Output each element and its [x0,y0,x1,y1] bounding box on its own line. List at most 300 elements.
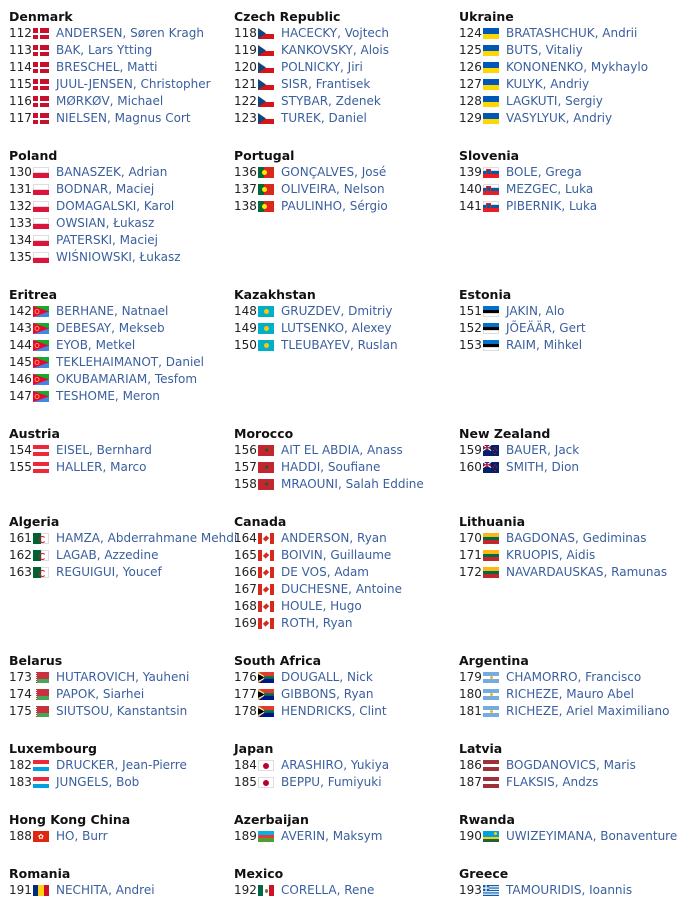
rider-row [234,459,456,476]
flag-dk-icon [33,113,49,124]
rider-name-link[interactable]: DEBESAY, Mekseb [56,321,165,335]
bib-number: 141 [459,199,482,213]
rider-row [459,669,681,686]
bib-number: 164 [234,531,257,545]
flag-kz-icon [258,306,274,317]
bib-number: 152 [459,321,482,335]
team-block-cz [234,8,456,127]
rider-row [9,774,231,791]
bib-number: 138 [234,199,257,213]
rider-row [9,354,231,371]
rider-row [459,757,681,774]
flag-ca-icon [258,601,274,612]
team-country-name: Lithuania [459,514,526,529]
rider-row [234,110,456,127]
rider-name-link[interactable]: DUCHESNE, Antoine [281,582,402,596]
bib-number: 166 [234,565,257,579]
rider-row [9,442,231,459]
rider-row [459,703,681,720]
bib-number: 153 [459,338,482,352]
rider-row [459,337,681,354]
bib-number: 162 [9,548,32,562]
flag-ca-icon [258,550,274,561]
rider-name-link[interactable]: RAIM, Mihkel [506,338,583,352]
rider-row [9,303,231,320]
rider-row [9,93,231,110]
team-block-hk [9,811,231,845]
flag-ro-icon [33,885,49,896]
bib-number: 137 [234,182,257,196]
flag-lv-icon [483,777,499,788]
rider-name-link[interactable]: KONONENKO, Mykhaylo [506,60,649,74]
rider-name-link[interactable]: PAPOK, Siarhei [56,687,145,701]
rider-row [459,828,681,845]
rider-name-link[interactable]: BAGDONAS, Gediminas [506,531,647,545]
rider-name-link[interactable]: TAMOURIDIS, Ioannis [506,883,633,897]
rider-row [234,581,456,598]
rider-name-link[interactable]: KANKOVSKY, Alois [281,43,389,57]
rider-row [234,337,456,354]
team-block-ma [234,425,456,493]
rider-row [9,547,231,564]
flag-cz-icon [258,62,274,73]
bib-number: 191 [9,883,32,897]
flag-dk-icon [33,79,49,90]
rider-name-link[interactable]: BODNAR, Maciej [56,182,155,196]
rider-row [9,530,238,547]
rider-name-link[interactable]: KRUOPIS, Aidis [506,548,596,562]
rider-row [459,882,681,899]
rider-name-link[interactable]: ARASHIRO, Yukiya [281,758,390,772]
flag-si-icon [483,167,499,178]
bib-number: 165 [234,548,257,562]
rider-name-link[interactable]: HACECKY, Vojtech [281,26,390,40]
flag-ar-icon [483,672,499,683]
team-country-name: Canada [234,514,287,529]
bib-number: 189 [234,829,257,843]
rider-row [459,303,681,320]
bib-number: 149 [234,321,257,335]
rider-row [234,181,456,198]
rider-name-link[interactable]: DE VOS, Adam [281,565,369,579]
rider-name-link[interactable]: LUTSENKO, Alexey [281,321,392,335]
bib-number: 118 [234,26,257,40]
team-country-name: Argentina [459,653,529,668]
flag-mx-icon [258,885,274,896]
rider-name-link[interactable]: HENDRICKS, Clint [281,704,387,718]
rider-name-link[interactable]: CORELLA, Rene [281,883,375,897]
rider-row [234,669,456,686]
rider-row [234,303,456,320]
team-country-name: Slovenia [459,148,520,163]
rider-row [9,828,231,845]
flag-er-icon [33,340,49,351]
team-country-name: Eritrea [9,287,58,302]
rider-name-link[interactable]: HOULE, Hugo [281,599,362,613]
bib-number: 174 [9,687,32,701]
team-block-za [234,652,456,720]
flag-cz-icon [258,96,274,107]
flag-ca-icon [258,584,274,595]
rider-row [9,110,231,127]
flag-ca-icon [258,618,274,629]
flag-cz-icon [258,113,274,124]
rider-row [9,757,231,774]
flag-dk-icon [33,28,49,39]
rider-name-link[interactable]: JUNGELS, Bob [56,775,140,789]
bib-number: 142 [9,304,32,318]
rider-row [9,669,231,686]
team-country-name: Greece [459,866,509,881]
bib-number: 122 [234,94,257,108]
rider-name-link[interactable]: MØRKØV, Michael [56,94,164,108]
bib-number: 143 [9,321,32,335]
rider-name-link[interactable]: AVERIN, Maksym [281,829,383,843]
rider-row [234,320,456,337]
rider-row [459,774,681,791]
flag-rw-icon [483,831,499,842]
rider-row [9,232,231,249]
flag-ua-icon [483,79,499,90]
rider-name-link[interactable]: GIBBONS, Ryan [281,687,374,701]
rider-row [459,76,681,93]
rider-name-link[interactable]: STYBAR, Zdenek [281,94,381,108]
rider-row [459,42,681,59]
bib-number: 144 [9,338,32,352]
team-block-by [9,652,231,720]
rider-row [234,25,456,42]
rider-name-link[interactable]: GRUZDEV, Dmitriy [281,304,393,318]
rider-name-link[interactable]: JÕEÄÄR, Gert [506,321,586,335]
rider-name-link[interactable]: TEKLEHAIMANOT, Daniel [56,355,205,369]
team-country-name: Portugal [234,148,295,163]
rider-name-link[interactable]: BUTS, Vitaliy [506,43,583,57]
rider-name-link[interactable]: HO, Burr [56,829,108,843]
rider-name-link[interactable]: REGUIGUI, Youcef [56,565,162,579]
bib-number: 116 [9,94,32,108]
flag-si-icon [483,184,499,195]
team-country-name: Luxembourg [9,741,97,756]
rider-row [459,686,681,703]
rider-name-link[interactable]: OKUBAMARIAM, Tesfom [56,372,198,386]
bib-number: 125 [459,43,482,57]
team-block-dk [9,8,231,127]
rider-row [459,59,681,76]
rider-row [459,93,681,110]
flag-nz-icon [483,462,499,473]
flag-ee-icon [483,323,499,334]
rider-name-link[interactable]: BOIVIN, Guillaume [281,548,392,562]
rider-name-link[interactable]: BRATASHCHUK, Andrii [506,26,638,40]
rider-name-link[interactable]: OWSIAN, Łukasz [56,216,155,230]
bib-number: 150 [234,338,257,352]
rider-name-link[interactable]: DOUGALL, Nick [281,670,373,684]
rider-row [234,703,456,720]
bib-number: 146 [9,372,32,386]
team-block-ar [459,652,681,720]
flag-pt-icon [258,167,274,178]
rider-name-link[interactable]: SIUTSOU, Kanstantsin [56,704,188,718]
rider-name-link[interactable]: BOGDANOVICS, Maris [506,758,636,772]
bib-number: 129 [459,111,482,125]
bib-number: 188 [9,829,32,843]
team-country-name: Hong Kong China [9,812,131,827]
bib-number: 139 [459,165,482,179]
flag-ua-icon [483,62,499,73]
rider-row [459,110,681,127]
rider-name-link[interactable]: EISEL, Bernhard [56,443,152,457]
flag-er-icon [33,357,49,368]
bib-number: 168 [234,599,257,613]
rider-row [234,476,456,493]
bib-number: 136 [234,165,257,179]
rider-name-link[interactable]: BANASZEK, Adrian [56,165,168,179]
flag-by-icon [33,706,49,717]
rider-name-link[interactable]: WIŚNIOWSKI, Łukasz [56,250,181,264]
rider-name-link[interactable]: AIT EL ABDIA, Anass [281,443,403,457]
rider-row [9,164,231,181]
bib-number: 181 [459,704,482,718]
team-block-ee [459,286,681,354]
flag-by-icon [33,689,49,700]
team-country-name: Azerbaijan [234,812,309,827]
rider-name-link[interactable]: BAK, Lars Ytting [56,43,153,57]
team-country-name: New Zealand [459,426,551,441]
bib-number: 183 [9,775,32,789]
rider-name-link[interactable]: BAUER, Jack [506,443,580,457]
team-block-gr [459,865,681,899]
flag-si-icon [483,201,499,212]
flag-lt-icon [483,533,499,544]
rider-name-link[interactable]: HALLER, Marco [56,460,147,474]
bib-number: 158 [234,477,257,491]
flag-za-icon [258,706,274,717]
rider-name-link[interactable]: CHAMORRO, Francisco [506,670,642,684]
team-country-name: Kazakhstan [234,287,316,302]
bib-number: 135 [9,250,32,264]
rider-name-link[interactable]: SMITH, Dion [506,460,580,474]
bib-number: 161 [9,531,32,545]
team-block-ua [459,8,681,127]
rider-name-link[interactable]: KULYK, Andriy [506,77,590,91]
bib-number: 123 [234,111,257,125]
bib-number: 133 [9,216,32,230]
team-country-name: Latvia [459,741,503,756]
flag-jp-icon [258,760,274,771]
rider-row [459,320,681,337]
flag-dz-icon [33,550,49,561]
rider-name-link[interactable]: TLEUBAYEV, Ruslan [281,338,398,352]
bib-number: 113 [9,43,32,57]
rider-row [9,564,231,581]
rider-name-link[interactable]: ANDERSEN, Søren Kragh [56,26,204,40]
flag-er-icon [33,374,49,385]
flag-kz-icon [258,323,274,334]
rider-row [234,598,456,615]
bib-number: 179 [459,670,482,684]
flag-pl-icon [33,201,49,212]
bib-number: 159 [459,443,482,457]
rider-row [9,882,231,899]
rider-row [234,198,456,215]
rider-row [459,547,681,564]
flag-dk-icon [33,96,49,107]
team-block-rw [459,811,681,845]
team-block-mx [234,865,456,899]
rider-name-link[interactable]: BOLE, Grega [506,165,582,179]
rider-name-link[interactable]: RICHEZE, Ariel Maximiliano [506,704,670,718]
rider-name-link[interactable]: BRESCHEL, Matti [56,60,158,74]
flag-za-icon [258,689,274,700]
bib-number: 180 [459,687,482,701]
team-block-dz [9,513,238,581]
flag-dk-icon [33,45,49,56]
rider-name-link[interactable]: BERHANE, Natnael [56,304,169,318]
rider-row [234,164,456,181]
bib-number: 176 [234,670,257,684]
flag-cz-icon [258,28,274,39]
rider-name-link[interactable]: ROTH, Ryan [281,616,353,630]
team-country-name: Czech Republic [234,9,341,24]
bib-number: 140 [459,182,482,196]
rider-row [459,25,681,42]
rider-row [234,59,456,76]
team-block-si [459,147,681,215]
team-block-lu [9,740,231,791]
rider-name-link[interactable]: ANDERSON, Ryan [281,531,387,545]
bib-number: 190 [459,829,482,843]
bib-number: 178 [234,704,257,718]
bib-number: 121 [234,77,257,91]
rider-row [9,249,231,266]
rider-name-link[interactable]: NAVARDAUSKAS, Ramunas [506,565,668,579]
rider-row [459,564,681,581]
bib-number: 171 [459,548,482,562]
rider-name-link[interactable]: UWIZEYIMANA, Bonaventure [506,829,678,843]
rider-name-link[interactable]: GONÇALVES, José [281,165,387,179]
bib-number: 151 [459,304,482,318]
flag-ma-icon: ★ [258,445,274,456]
bib-number: 167 [234,582,257,596]
bib-number: 154 [9,443,32,457]
team-country-name: Denmark [9,9,73,24]
rider-name-link[interactable]: JUUL-JENSEN, Christopher [56,77,211,91]
rider-name-link[interactable]: LAGKUTI, Sergiy [506,94,603,108]
bib-number: 147 [9,389,32,403]
flag-cz-icon [258,45,274,56]
team-block-lt [459,513,681,581]
rider-name-link[interactable]: TESHOME, Meron [56,389,160,403]
rider-name-link[interactable]: OLIVEIRA, Nelson [281,182,385,196]
rider-row [234,882,456,899]
flag-nz-icon [483,445,499,456]
bib-number: 177 [234,687,257,701]
rider-name-link[interactable]: MRAOUNI, Salah Eddine [281,477,424,491]
team-country-name: Romania [9,866,71,881]
flag-lv-icon [483,760,499,771]
rider-name-link[interactable]: POLNICKY, Jiri [281,60,363,74]
flag-pt-icon [258,201,274,212]
rider-row [234,76,456,93]
flag-ee-icon [483,340,499,351]
rider-row [9,215,231,232]
team-block-lv [459,740,681,791]
rider-row [9,25,231,42]
rider-name-link[interactable]: BEPPU, Fumiyuki [281,775,382,789]
bib-number: 132 [9,199,32,213]
bib-number: 112 [9,26,32,40]
rider-row [459,530,681,547]
rider-name-link[interactable]: HAMZA, Abderrahmane Mehdi [56,531,238,545]
rider-row [459,459,681,476]
bib-number: 160 [459,460,482,474]
bib-number: 130 [9,165,32,179]
rider-name-link[interactable]: RICHEZE, Mauro Abel [506,687,634,701]
flag-by-icon [33,672,49,683]
rider-row [234,547,456,564]
rider-name-link[interactable]: PIBERNIK, Luka [506,199,598,213]
flag-pl-icon [33,218,49,229]
bib-number: 182 [9,758,32,772]
bib-number: 128 [459,94,482,108]
rider-name-link[interactable]: DOMAGALSKI, Karol [56,199,175,213]
rider-name-link[interactable]: PAULINHO, Sérgio [281,199,388,213]
rider-name-link[interactable]: DRUCKER, Jean-Pierre [56,758,187,772]
flag-ar-icon [483,706,499,717]
rider-name-link[interactable]: VASYLYUK, Andriy [506,111,613,125]
flag-lu-icon [33,777,49,788]
rider-name-link[interactable]: HADDI, Soufiane [281,460,381,474]
bib-number: 115 [9,77,32,91]
rider-row [9,686,231,703]
team-block-pl [9,147,231,266]
team-country-name: Estonia [459,287,512,302]
rider-name-link[interactable]: EYOB, Metkel [56,338,136,352]
rider-row [234,615,456,632]
rider-name-link[interactable]: LAGAB, Azzedine [56,548,159,562]
team-block-ro [9,865,231,899]
rider-row [459,442,681,459]
flag-er-icon [33,306,49,317]
bib-number: 175 [9,704,32,718]
rider-row [234,442,456,459]
rider-name-link[interactable]: NIELSEN, Magnus Cort [56,111,191,125]
rider-row [234,42,456,59]
rider-row [9,459,231,476]
rider-name-link[interactable]: HUTAROVICH, Yauheni [56,670,190,684]
rider-name-link[interactable]: NECHITA, Andrei [56,883,155,897]
rider-name-link[interactable]: FLAKSIS, Andzs [506,775,599,789]
bib-number: 134 [9,233,32,247]
rider-row [9,320,231,337]
flag-pl-icon [33,252,49,263]
rider-name-link[interactable]: SISR, Frantisek [281,77,371,91]
flag-lu-icon [33,760,49,771]
team-block-er [9,286,231,405]
rider-name-link[interactable]: JAKIN, Alo [506,304,565,318]
bib-number: 145 [9,355,32,369]
flag-pl-icon [33,235,49,246]
team-country-name: South Africa [234,653,322,668]
bib-number: 186 [459,758,482,772]
rider-name-link[interactable]: MEZGEC, Luka [506,182,594,196]
flag-kz-icon [258,340,274,351]
team-country-name: Rwanda [459,812,515,827]
flag-jp-icon [258,777,274,788]
rider-name-link[interactable]: TUREK, Daniel [281,111,367,125]
rider-name-link[interactable]: PATERSKI, Maciej [56,233,159,247]
rider-row [9,703,231,720]
